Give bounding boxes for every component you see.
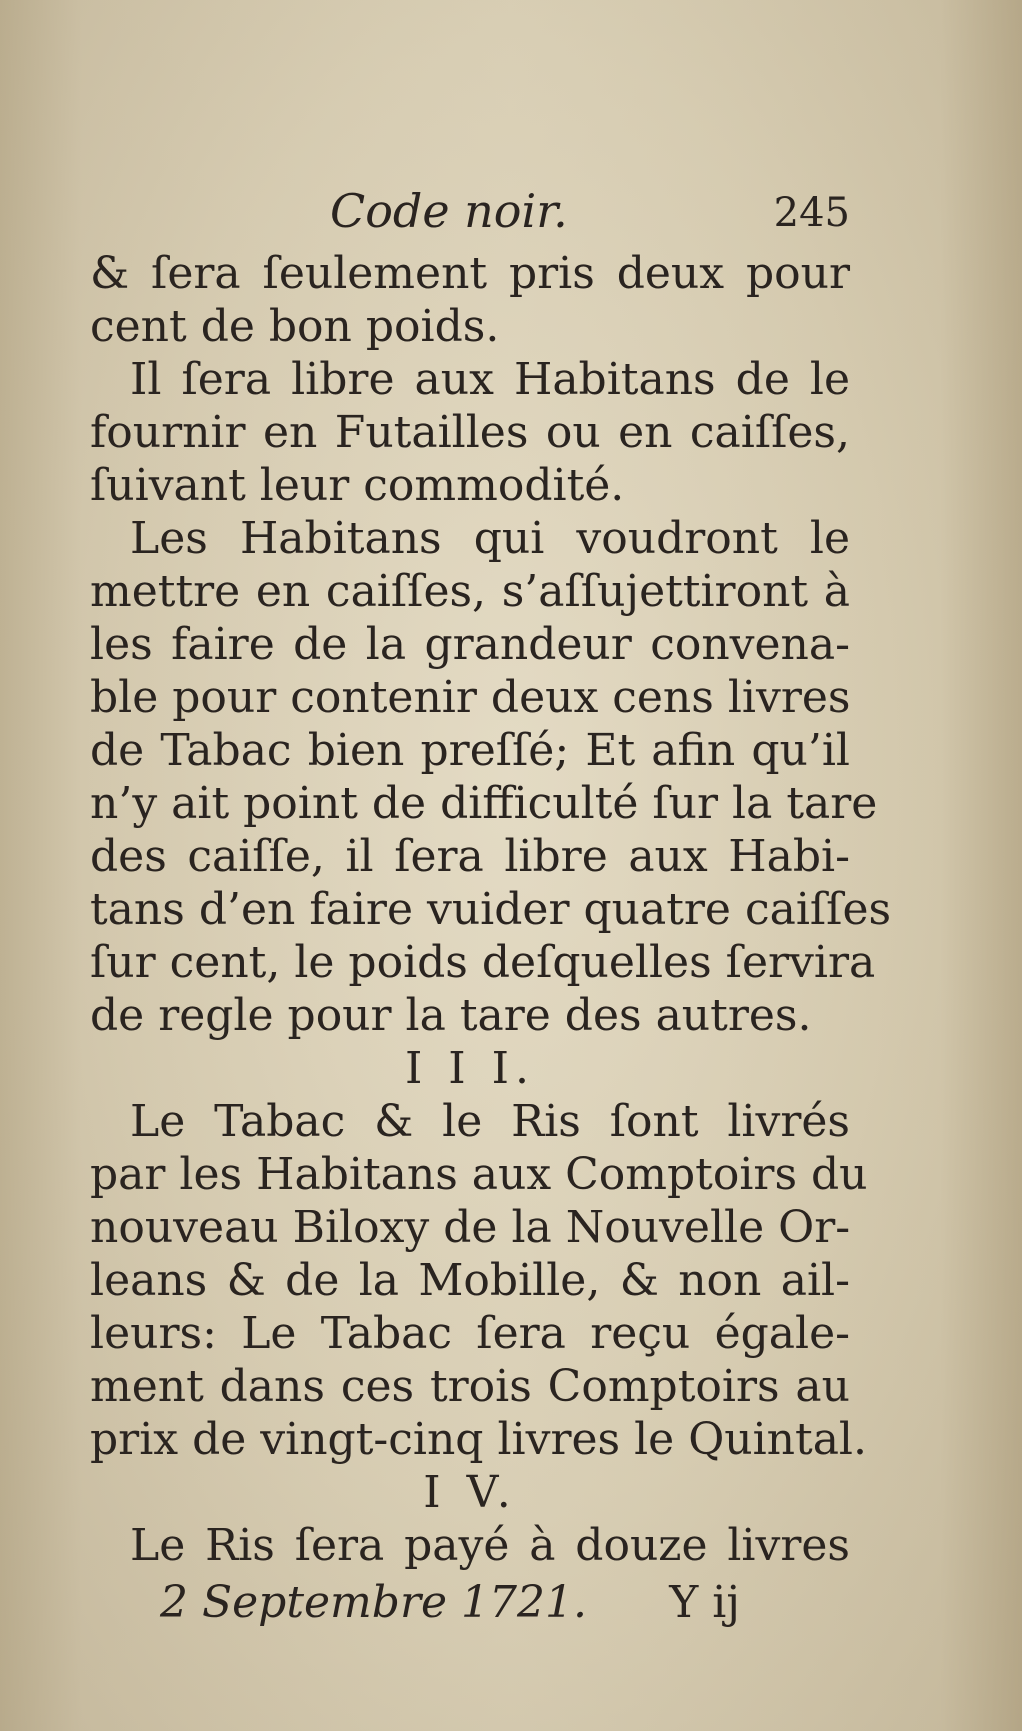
section-number: I V.	[423, 1467, 517, 1518]
text-line: les faire de la grandeur convena-	[90, 619, 850, 670]
text-line: cent de bon poids.	[90, 301, 500, 352]
text-line: par les Habitans aux Comptoirs du	[90, 1149, 868, 1200]
text-line: ment dans ces trois Comptoirs au	[90, 1361, 850, 1412]
signature-mark: Y ij	[669, 1577, 740, 1628]
text-line: ſuivant leur commodité.	[90, 460, 625, 511]
text-line: & ſera ſeulement pris deux pour	[90, 248, 850, 299]
text-line: ble pour contenir deux cens livres	[90, 672, 851, 723]
section-number: I I I.	[404, 1043, 536, 1094]
page-number: 245	[773, 190, 850, 236]
text-line: leans & de la Mobille, & non ail-	[90, 1255, 850, 1306]
text-line: nouveau Biloxy de la Nouvelle Or-	[90, 1202, 851, 1253]
text-line: de Tabac bien preſſé; Et afin qu’il	[90, 725, 850, 776]
text-line: fournir en Futailles ou en caiſſes,	[90, 407, 850, 458]
text-line: Le Ris ſera payé à douze livres	[130, 1520, 850, 1571]
text-line: tans d’en faire vuider quatre caiſſes	[90, 884, 892, 935]
text-line: n’y ait point de difficulté ſur la tare	[90, 778, 878, 829]
text-line: leurs: Le Tabac ſera reçu égale-	[90, 1308, 850, 1359]
text-line: mettre en caiſſes, s’aſſujettiront à	[90, 566, 850, 617]
text-line: Les Habitans qui voudront le	[130, 513, 850, 564]
text-line: prix de vingt-cinq livres le Quintal.	[90, 1414, 867, 1465]
text-line: Il ſera libre aux Habitans de le	[130, 354, 850, 405]
text-line: de regle pour la tare des autres.	[90, 990, 812, 1041]
page-text	[90, 184, 892, 1636]
running-header	[90, 185, 850, 247]
text-line: ſur cent, le poids deſquelles ſervira	[90, 937, 876, 988]
date-signature: 2 Septembre 1721.	[160, 1577, 587, 1628]
page-footer	[90, 1576, 850, 1636]
running-title: Code noir.	[330, 184, 568, 238]
text-line: des caiſſe, il ſera libre aux Habi-	[90, 831, 850, 882]
text-line: Le Tabac & le Ris ſont livrés	[130, 1096, 850, 1147]
